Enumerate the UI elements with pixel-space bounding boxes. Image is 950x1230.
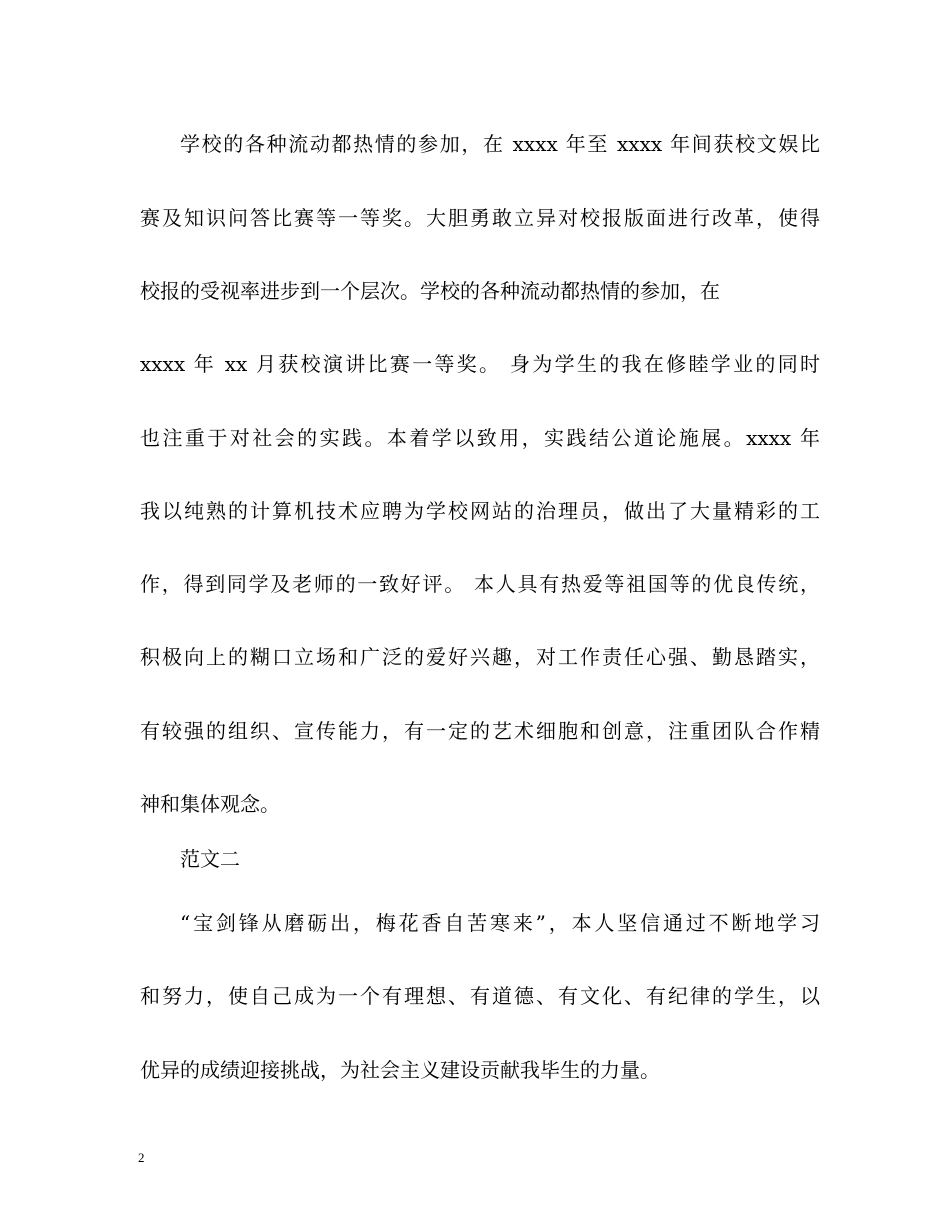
paragraph-line: xxxx 年 xx 月获校演讲比赛一等奖。 身为学生的我在修睦学业的同时 <box>140 352 820 376</box>
paragraph-line: 赛及知识问答比赛等一等奖。大胆勇敢立异对校报版面进行改革，使得 <box>140 206 820 230</box>
section-heading: 范文二 <box>180 847 240 871</box>
page-number: 2 <box>138 1150 145 1165</box>
paragraph-line: 有较强的组织、宣传能力，有一定的艺术细胞和创意，注重团队合作精 <box>140 719 820 743</box>
paragraph-line: 神和集体观念。 <box>140 792 280 816</box>
paragraph-line: “宝剑锋从磨砺出，梅花香自苦寒来”，本人坚信通过不断地学习 <box>180 911 820 935</box>
paragraph-line: 积极向上的糊口立场和广泛的爱好兴趣，对工作责任心强、勤恳踏实， <box>140 645 820 669</box>
paragraph-line: 优异的成绩迎接挑战，为社会主义建设贡献我毕生的力量。 <box>140 1058 660 1082</box>
paragraph-line: 我以纯熟的计算机技术应聘为学校网站的治理员，做出了大量精彩的工 <box>140 499 820 523</box>
paragraph-line: 校报的受视率进步到一个层次。学校的各种流动都热情的参加，在 <box>140 279 720 303</box>
paragraph-line: 学校的各种流动都热情的参加，在 xxxx 年至 xxxx 年间获校文娱比 <box>180 132 820 156</box>
paragraph-line: 也注重于对社会的实践。本着学以致用，实践结公道论施展。xxxx 年 <box>140 426 820 450</box>
paragraph-line: 作，得到同学及老师的一致好评。 本人具有热爱等祖国等的优良传统， <box>140 572 820 596</box>
paragraph-line: 和努力，使自己成为一个有理想、有道德、有文化、有纪律的学生，以 <box>140 984 820 1008</box>
